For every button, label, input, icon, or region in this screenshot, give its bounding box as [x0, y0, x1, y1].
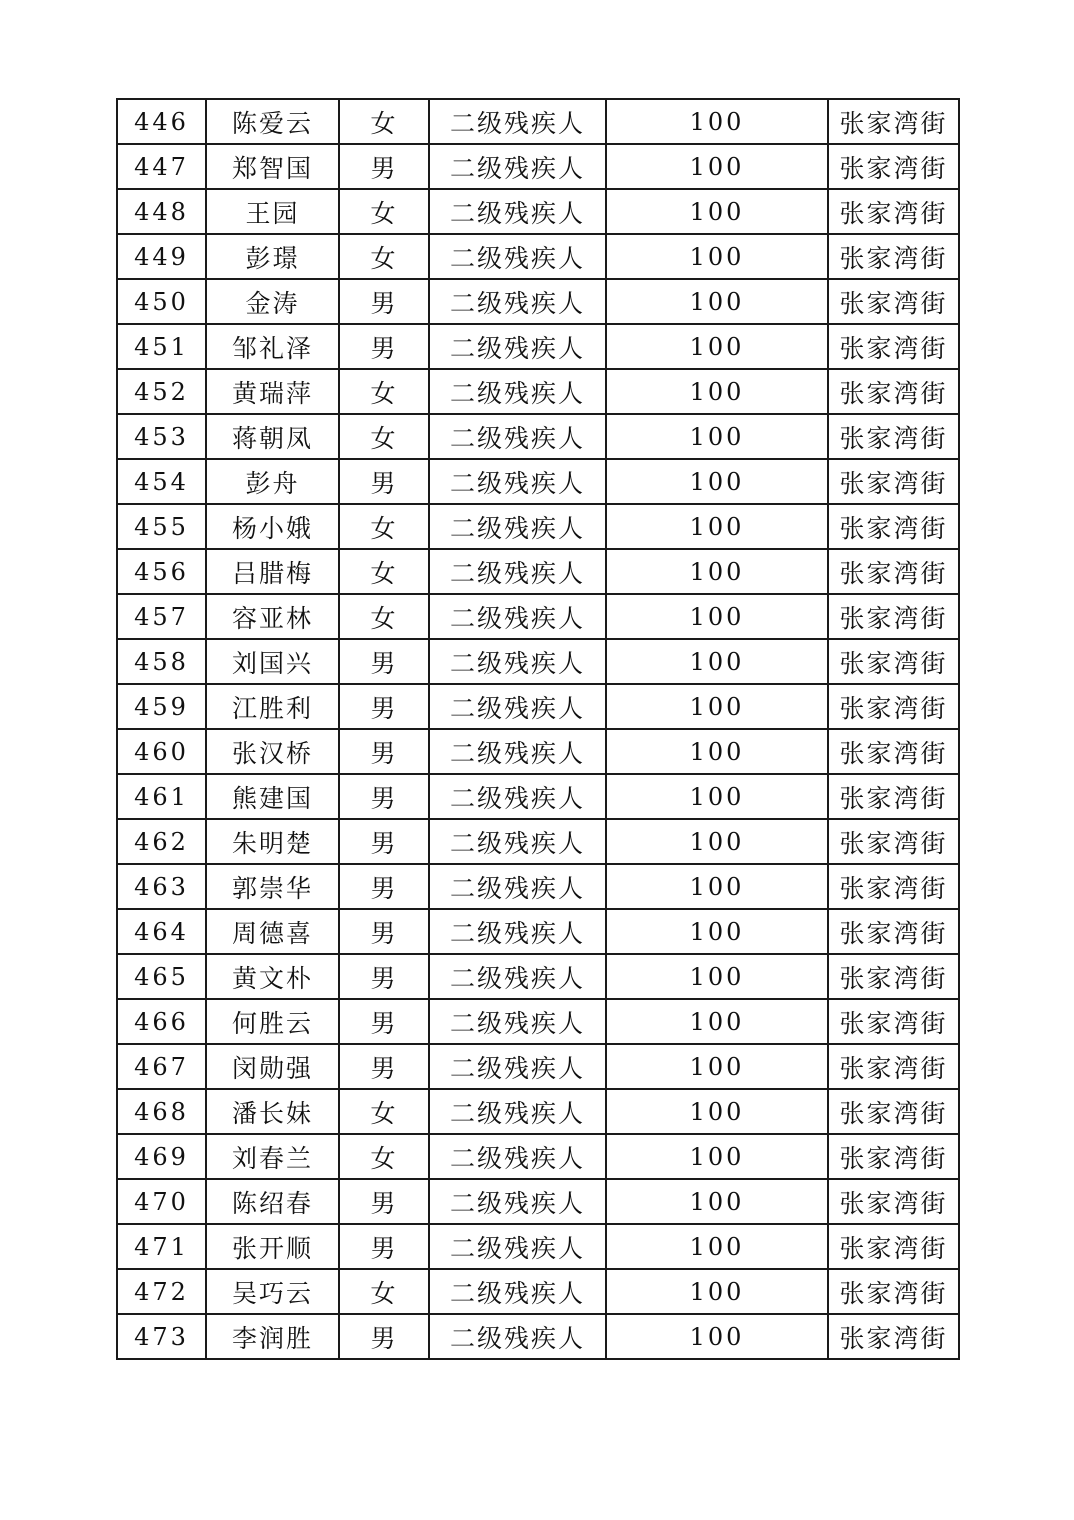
cell-name: 杨小娥	[206, 504, 339, 549]
cell-amount: 100	[606, 729, 828, 774]
cell-number: 450	[117, 279, 206, 324]
cell-category: 二级残疾人	[429, 1269, 606, 1314]
cell-gender: 女	[339, 369, 429, 414]
table-row	[117, 864, 959, 909]
cell-number: 463	[117, 864, 206, 909]
cell-name: 江胜利	[206, 684, 339, 729]
cell-amount: 100	[606, 1314, 828, 1359]
cell-number: 466	[117, 999, 206, 1044]
cell-street: 张家湾街	[828, 459, 959, 504]
cell-amount: 100	[606, 144, 828, 189]
cell-street: 张家湾街	[828, 504, 959, 549]
cell-gender: 男	[339, 774, 429, 819]
cell-category: 二级残疾人	[429, 594, 606, 639]
cell-street: 张家湾街	[828, 1179, 959, 1224]
cell-name: 张开顺	[206, 1224, 339, 1269]
cell-street: 张家湾街	[828, 1269, 959, 1314]
cell-gender: 男	[339, 324, 429, 369]
cell-number: 448	[117, 189, 206, 234]
cell-category: 二级残疾人	[429, 144, 606, 189]
cell-name: 黄瑞萍	[206, 369, 339, 414]
cell-street: 张家湾街	[828, 594, 959, 639]
cell-gender: 男	[339, 459, 429, 504]
cell-number: 458	[117, 639, 206, 684]
cell-amount: 100	[606, 1134, 828, 1179]
cell-amount: 100	[606, 864, 828, 909]
table-row	[117, 774, 959, 819]
table-row	[117, 1044, 959, 1089]
cell-street: 张家湾街	[828, 999, 959, 1044]
cell-category: 二级残疾人	[429, 279, 606, 324]
cell-number: 457	[117, 594, 206, 639]
table-row	[117, 729, 959, 774]
cell-gender: 男	[339, 1179, 429, 1224]
table-row	[117, 1269, 959, 1314]
cell-gender: 女	[339, 504, 429, 549]
cell-name: 郑智国	[206, 144, 339, 189]
cell-category: 二级残疾人	[429, 1089, 606, 1134]
cell-gender: 女	[339, 234, 429, 279]
cell-street: 张家湾街	[828, 864, 959, 909]
cell-name: 彭璟	[206, 234, 339, 279]
cell-name: 金涛	[206, 279, 339, 324]
cell-amount: 100	[606, 594, 828, 639]
cell-street: 张家湾街	[828, 819, 959, 864]
cell-street: 张家湾街	[828, 99, 959, 144]
cell-category: 二级残疾人	[429, 999, 606, 1044]
cell-category: 二级残疾人	[429, 549, 606, 594]
cell-number: 464	[117, 909, 206, 954]
table-row	[117, 594, 959, 639]
table-row	[117, 99, 959, 144]
cell-gender: 男	[339, 999, 429, 1044]
cell-street: 张家湾街	[828, 1314, 959, 1359]
cell-number: 446	[117, 99, 206, 144]
cell-gender: 女	[339, 1269, 429, 1314]
cell-number: 460	[117, 729, 206, 774]
cell-gender: 男	[339, 909, 429, 954]
cell-category: 二级残疾人	[429, 864, 606, 909]
cell-gender: 女	[339, 1134, 429, 1179]
cell-number: 451	[117, 324, 206, 369]
cell-name: 熊建国	[206, 774, 339, 819]
cell-name: 邹礼泽	[206, 324, 339, 369]
cell-number: 471	[117, 1224, 206, 1269]
cell-street: 张家湾街	[828, 954, 959, 999]
cell-street: 张家湾街	[828, 144, 959, 189]
cell-gender: 女	[339, 414, 429, 459]
cell-number: 467	[117, 1044, 206, 1089]
cell-number: 456	[117, 549, 206, 594]
table-row	[117, 144, 959, 189]
cell-name: 容亚林	[206, 594, 339, 639]
cell-street: 张家湾街	[828, 369, 959, 414]
cell-category: 二级残疾人	[429, 99, 606, 144]
table-row	[117, 1179, 959, 1224]
cell-amount: 100	[606, 1089, 828, 1134]
cell-number: 472	[117, 1269, 206, 1314]
cell-gender: 男	[339, 684, 429, 729]
table-row	[117, 1224, 959, 1269]
table-row	[117, 459, 959, 504]
table-row	[117, 1134, 959, 1179]
cell-amount: 100	[606, 954, 828, 999]
cell-street: 张家湾街	[828, 1089, 959, 1134]
table-row	[117, 639, 959, 684]
cell-amount: 100	[606, 459, 828, 504]
cell-category: 二级残疾人	[429, 414, 606, 459]
cell-category: 二级残疾人	[429, 459, 606, 504]
cell-category: 二级残疾人	[429, 639, 606, 684]
cell-gender: 男	[339, 864, 429, 909]
cell-category: 二级残疾人	[429, 774, 606, 819]
cell-gender: 男	[339, 1224, 429, 1269]
cell-gender: 男	[339, 144, 429, 189]
cell-category: 二级残疾人	[429, 1044, 606, 1089]
cell-category: 二级残疾人	[429, 819, 606, 864]
cell-name: 陈爱云	[206, 99, 339, 144]
table-row	[117, 819, 959, 864]
cell-number: 465	[117, 954, 206, 999]
cell-number: 455	[117, 504, 206, 549]
cell-amount: 100	[606, 99, 828, 144]
cell-name: 闵勋强	[206, 1044, 339, 1089]
cell-street: 张家湾街	[828, 234, 959, 279]
table-row	[117, 954, 959, 999]
cell-gender: 男	[339, 1044, 429, 1089]
cell-street: 张家湾街	[828, 1044, 959, 1089]
table-row	[117, 234, 959, 279]
cell-gender: 女	[339, 594, 429, 639]
cell-gender: 女	[339, 549, 429, 594]
cell-gender: 男	[339, 279, 429, 324]
cell-name: 潘长妹	[206, 1089, 339, 1134]
cell-name: 李润胜	[206, 1314, 339, 1359]
table-row	[117, 504, 959, 549]
cell-street: 张家湾街	[828, 1134, 959, 1179]
cell-name: 吕腊梅	[206, 549, 339, 594]
cell-name: 刘国兴	[206, 639, 339, 684]
cell-number: 462	[117, 819, 206, 864]
cell-street: 张家湾街	[828, 729, 959, 774]
cell-name: 张汉桥	[206, 729, 339, 774]
cell-amount: 100	[606, 774, 828, 819]
cell-amount: 100	[606, 909, 828, 954]
cell-amount: 100	[606, 1179, 828, 1224]
cell-street: 张家湾街	[828, 1224, 959, 1269]
cell-amount: 100	[606, 369, 828, 414]
cell-name: 彭舟	[206, 459, 339, 504]
cell-number: 452	[117, 369, 206, 414]
table-row	[117, 1089, 959, 1134]
cell-amount: 100	[606, 324, 828, 369]
cell-category: 二级残疾人	[429, 954, 606, 999]
cell-name: 周德喜	[206, 909, 339, 954]
cell-number: 447	[117, 144, 206, 189]
cell-category: 二级残疾人	[429, 1179, 606, 1224]
cell-street: 张家湾街	[828, 189, 959, 234]
roster-table	[116, 98, 960, 1360]
cell-category: 二级残疾人	[429, 189, 606, 234]
cell-category: 二级残疾人	[429, 369, 606, 414]
roster-table-body	[117, 99, 959, 1359]
table-row	[117, 999, 959, 1044]
cell-gender: 男	[339, 819, 429, 864]
cell-street: 张家湾街	[828, 774, 959, 819]
table-row	[117, 549, 959, 594]
cell-category: 二级残疾人	[429, 504, 606, 549]
table-row	[117, 369, 959, 414]
cell-amount: 100	[606, 684, 828, 729]
cell-street: 张家湾街	[828, 684, 959, 729]
cell-street: 张家湾街	[828, 909, 959, 954]
cell-name: 黄文朴	[206, 954, 339, 999]
cell-category: 二级残疾人	[429, 1314, 606, 1359]
cell-amount: 100	[606, 999, 828, 1044]
cell-number: 468	[117, 1089, 206, 1134]
cell-category: 二级残疾人	[429, 684, 606, 729]
cell-category: 二级残疾人	[429, 234, 606, 279]
cell-name: 郭崇华	[206, 864, 339, 909]
cell-number: 461	[117, 774, 206, 819]
table-row	[117, 1314, 959, 1359]
cell-category: 二级残疾人	[429, 729, 606, 774]
cell-number: 453	[117, 414, 206, 459]
table-row	[117, 414, 959, 459]
table-row	[117, 189, 959, 234]
cell-amount: 100	[606, 234, 828, 279]
cell-name: 王园	[206, 189, 339, 234]
cell-amount: 100	[606, 1224, 828, 1269]
cell-street: 张家湾街	[828, 279, 959, 324]
cell-name: 吴巧云	[206, 1269, 339, 1314]
cell-number: 470	[117, 1179, 206, 1224]
table-row	[117, 324, 959, 369]
cell-name: 刘春兰	[206, 1134, 339, 1179]
cell-amount: 100	[606, 819, 828, 864]
cell-amount: 100	[606, 549, 828, 594]
cell-street: 张家湾街	[828, 549, 959, 594]
cell-amount: 100	[606, 189, 828, 234]
cell-amount: 100	[606, 1269, 828, 1314]
cell-gender: 男	[339, 729, 429, 774]
cell-street: 张家湾街	[828, 414, 959, 459]
cell-name: 蒋朝凤	[206, 414, 339, 459]
cell-gender: 女	[339, 1089, 429, 1134]
table-row	[117, 279, 959, 324]
cell-gender: 男	[339, 639, 429, 684]
cell-gender: 男	[339, 1314, 429, 1359]
cell-category: 二级残疾人	[429, 324, 606, 369]
cell-category: 二级残疾人	[429, 909, 606, 954]
cell-name: 朱明楚	[206, 819, 339, 864]
cell-number: 459	[117, 684, 206, 729]
cell-amount: 100	[606, 504, 828, 549]
cell-gender: 女	[339, 189, 429, 234]
table-row	[117, 909, 959, 954]
cell-gender: 男	[339, 954, 429, 999]
cell-amount: 100	[606, 279, 828, 324]
cell-gender: 女	[339, 99, 429, 144]
cell-category: 二级残疾人	[429, 1224, 606, 1269]
cell-number: 449	[117, 234, 206, 279]
cell-street: 张家湾街	[828, 324, 959, 369]
table-row	[117, 684, 959, 729]
cell-amount: 100	[606, 639, 828, 684]
cell-amount: 100	[606, 414, 828, 459]
cell-name: 陈绍春	[206, 1179, 339, 1224]
cell-street: 张家湾街	[828, 639, 959, 684]
cell-name: 何胜云	[206, 999, 339, 1044]
cell-amount: 100	[606, 1044, 828, 1089]
cell-number: 469	[117, 1134, 206, 1179]
cell-category: 二级残疾人	[429, 1134, 606, 1179]
cell-number: 454	[117, 459, 206, 504]
cell-number: 473	[117, 1314, 206, 1359]
